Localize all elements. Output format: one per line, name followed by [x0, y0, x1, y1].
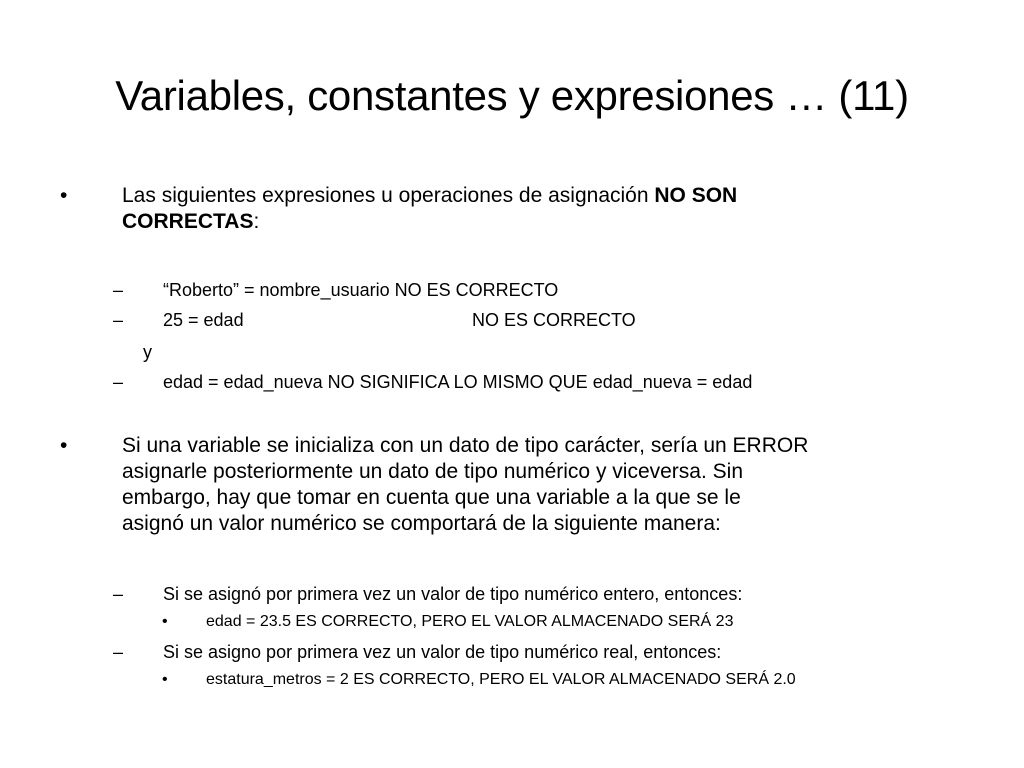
sub-item-text: edad = edad_nueva NO SIGNIFICA LO MISMO QUE edad_nueva = edad [163, 372, 753, 392]
bullet-line: Si una variable se inicializa con un dato de tipo carácter, sería un ERROR [122, 434, 809, 457]
sub-item-text: Si se asigno por primera vez un valor de tipo numérico real, entonces: [163, 642, 722, 662]
bullet-text-bold: NO SON [654, 184, 738, 207]
conjunction-text: y [143, 342, 152, 362]
dash-marker: – [113, 584, 124, 604]
dash-marker: – [113, 642, 124, 662]
sub-sub-item-text: edad = 23.5 ES CORRECTO, PERO EL VALOR ALMACENADO SERÁ 23 [206, 613, 734, 630]
sub-item-text: Si se asignó por primera vez un valor de tipo numérico entero, entonces: [163, 584, 743, 604]
bullet-marker: • [162, 671, 168, 688]
sub-item-text: “Roberto” = nombre_usuario NO ES CORRECTO [163, 280, 559, 300]
bullet-text-normal: : [253, 210, 260, 233]
bullet-marker: • [60, 184, 68, 207]
dash-marker: – [113, 372, 124, 392]
bullet-text [122, 433, 952, 537]
sub-sub-item-text: estatura_metros = 2 ES CORRECTO, PERO EL VALOR ALMACENADO SERÁ 2.0 [206, 671, 796, 688]
bullet-line: asignó un valor numérico se comportará de la siguiente manera: [122, 512, 721, 535]
slide-title: Variables, constantes y expresiones … (11) [115, 72, 909, 119]
bullet-line: embargo, hay que tomar en cuenta que una variable a la que se le [122, 486, 741, 509]
bullet-marker: • [162, 613, 168, 630]
dash-marker: – [113, 280, 124, 300]
sub-item-result: NO ES CORRECTO [472, 310, 636, 330]
bullet-text [122, 183, 952, 235]
bullet-text-normal: Las siguientes expresiones u operaciones de asignación [122, 184, 655, 207]
bullet-marker: • [60, 434, 68, 457]
sub-item-text: 25 = edad [163, 310, 244, 330]
bullet-line: asignarle posteriormente un dato de tipo numérico y viceversa. Sin [122, 460, 743, 483]
bullet-text-bold: CORRECTAS [122, 210, 254, 233]
dash-marker: – [113, 310, 124, 330]
